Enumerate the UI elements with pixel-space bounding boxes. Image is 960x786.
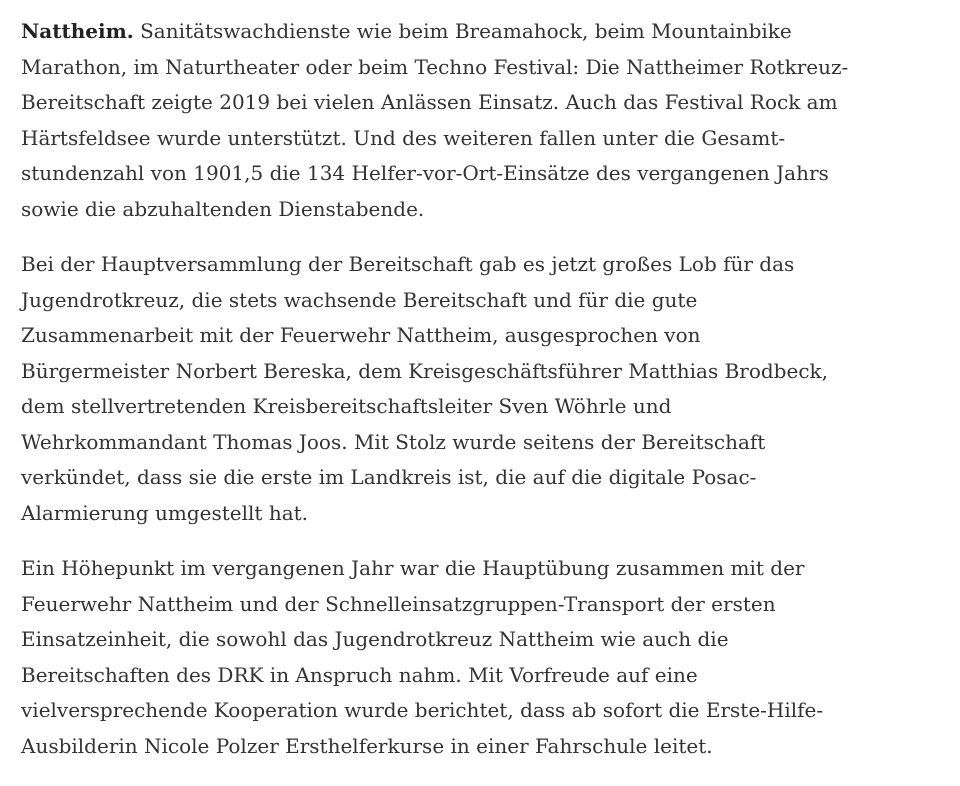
- text-line: vielversprechende Kooperation wurde berichtet, dass ab sofort die Erste-Hilfe-: [21, 698, 824, 722]
- text-line-content: Sanitätswachdienste wie beim Breamahock, beim Mountainbike: [133, 19, 792, 43]
- text-line: Jugendrotkreuz, die stets wachsende Bereitschaft und für die gute: [21, 287, 698, 312]
- text-line: Ausbilderin Nicole Polzer Ersthelferkurse in einer Fahrschule leitet.: [21, 733, 713, 758]
- text-line: Bei der Hauptversammlung der Bereitschaft gab es jetzt großes Lob für das: [21, 252, 795, 276]
- text-line: stundenzahl von 1901,5 die 134 Helfer-vor-Ort-Einsätze des vergangenen Jahrs: [21, 161, 829, 185]
- text-line: Härtsfeldsee wurde unterstützt. Und des weiteren fallen unter die Gesamt-: [21, 125, 786, 150]
- text-line: Alarmierung umgestellt hat.: [21, 500, 309, 525]
- text-line: Ein Höhepunkt im vergangenen Jahr war die Hauptübung zusammen mit der: [21, 556, 805, 580]
- text-line: verkündet, dass sie die erste im Landkreis ist, die auf die digitale Posac-: [21, 465, 757, 489]
- text-line: Zusammenarbeit mit der Feuerwehr Nattheim, ausgesprochen von: [21, 323, 701, 347]
- text-line: [21, 14, 930, 50]
- text-line: dem stellvertretenden Kreisbereitschaftsleiter Sven Wöhrle und: [21, 394, 672, 418]
- dateline: Nattheim.: [21, 19, 134, 43]
- paragraph-1: [21, 14, 930, 227]
- text-line: Bürgermeister Norbert Bereska, dem Kreisgeschäftsführer Matthias Brodbeck,: [21, 358, 829, 383]
- text-line: Wehrkommandant Thomas Joos. Mit Stolz wurde seitens der Bereitschaft: [21, 429, 766, 454]
- text-line: Bereitschaft zeigte 2019 bei vielen Anlässen Einsatz. Auch das Festival Rock am: [21, 90, 838, 114]
- paragraph-2: [21, 247, 930, 531]
- text-line: Bereitschaften des DRK in Anspruch nahm. Mit Vorfreude auf eine: [21, 662, 698, 687]
- text-line: Marathon, im Naturtheater oder beim Techno Festival: Die Nattheimer Rotkreuz-: [21, 54, 849, 79]
- text-line: sowie die abzuhaltenden Dienstabende.: [21, 196, 425, 221]
- text-line: Feuerwehr Nattheim und der Schnelleinsatzgruppen-Transport der ersten: [21, 591, 776, 616]
- text-line: Einsatzeinheit, die sowohl das Jugendrotkreuz Nattheim wie auch die: [21, 627, 729, 651]
- paragraph-3: [21, 551, 930, 764]
